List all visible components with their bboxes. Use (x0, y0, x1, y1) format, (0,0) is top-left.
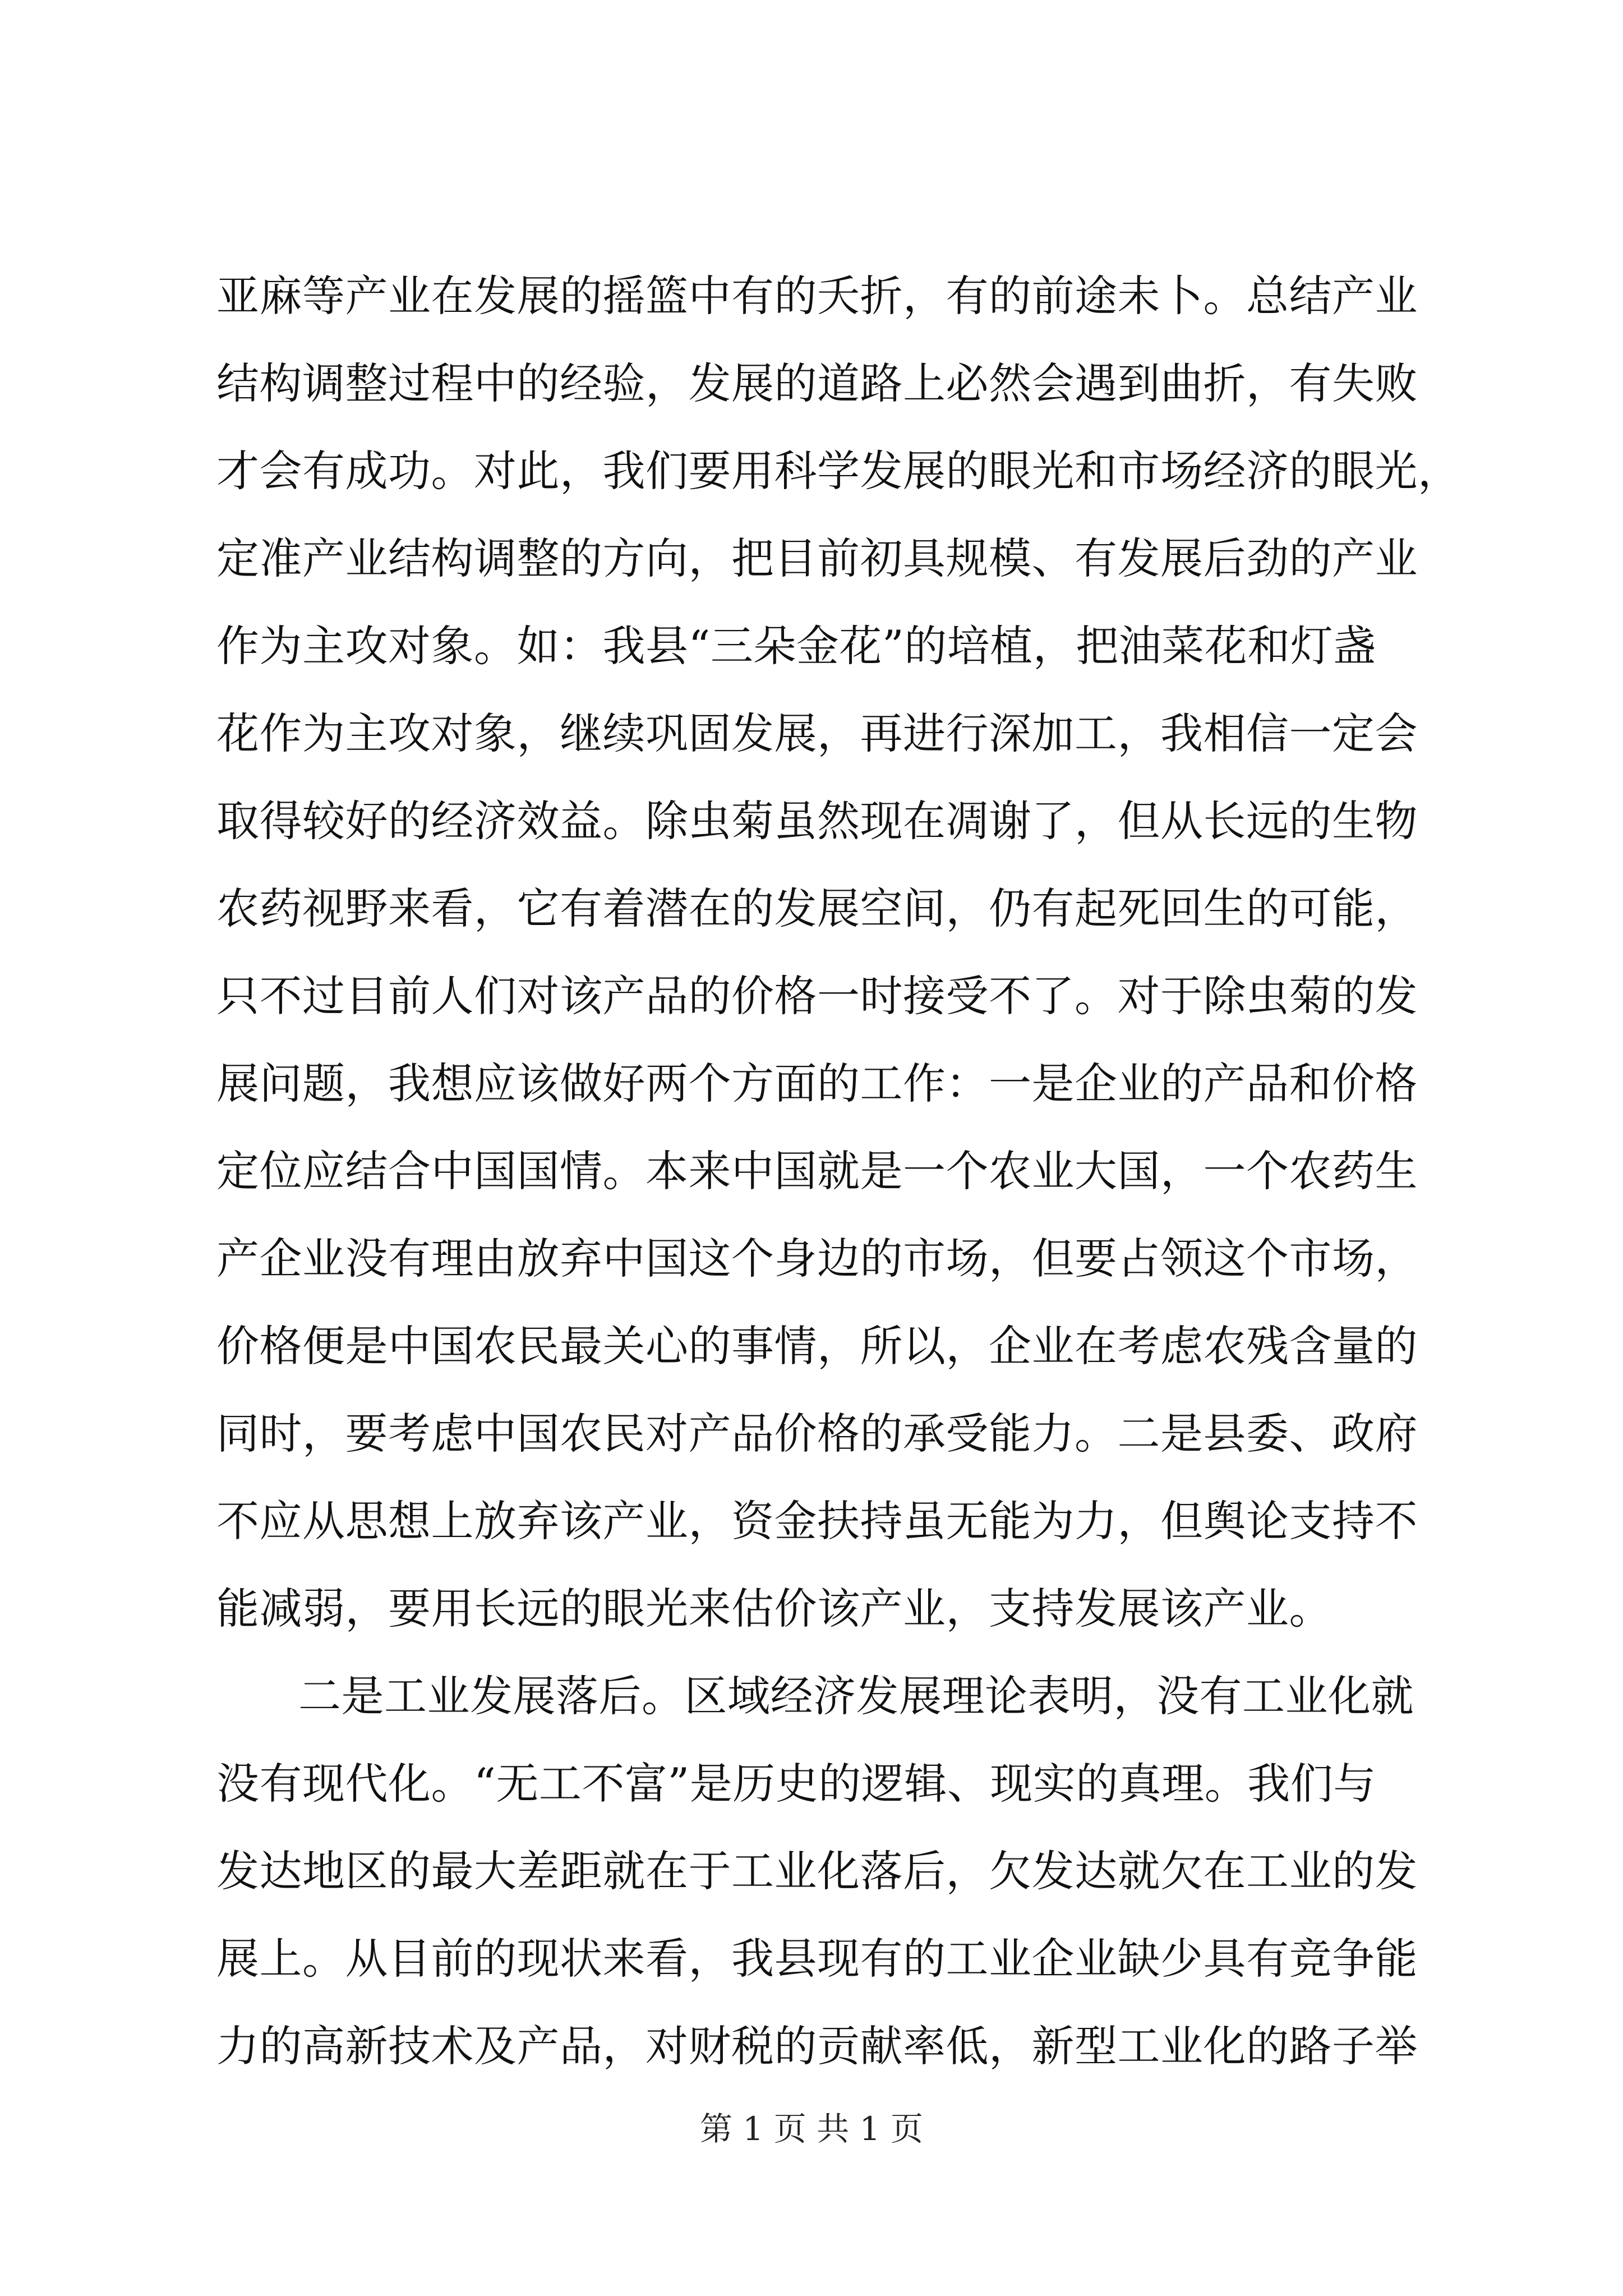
paragraph-first-line: 二是工业发展落后。区域经济发展理论表明，没有工业化就 (298, 1671, 1414, 1721)
text-line: 发达地区的最大差距就在于工业化落后，欠发达就欠在工业的发 (216, 1846, 1418, 1896)
text-line: 不应从思想上放弃该产业，资金扶持虽无能为力，但舆论支持不 (216, 1496, 1418, 1546)
page-footer: 第 1 页 共 1 页 (700, 2110, 923, 2148)
text-line: 作为主攻对象。如：我县“三朵金花”的培植，把油菜花和灯盏 (216, 621, 1376, 671)
text-line: 力的高新技术及产品，对财税的贡献率低，新型工业化的路子举 (216, 2021, 1418, 2071)
text-line: 定准产业结构调整的方向，把目前初具规模、有发展后劲的产业 (216, 533, 1418, 583)
text-line: 同时，要考虑中国农民对产品价格的承受能力。二是县委、政府 (216, 1409, 1418, 1458)
text-line: 能减弱，要用长远的眼光来估价该产业，支持发展该产业。 (216, 1584, 1332, 1634)
text-line: 花作为主攻对象，继续巩固发展，再进行深加工，我相信一定会 (216, 708, 1418, 758)
text-line: 价格便是中国农民最关心的事情，所以，企业在考虑农残含量的 (216, 1321, 1418, 1371)
text-line: 定位应结合中国国情。本来中国就是一个农业大国，一个农药生 (216, 1146, 1418, 1196)
text-line: 产企业没有理由放弃中国这个身边的市场，但要占领这个市场， (216, 1234, 1418, 1283)
text-line: 展上。从目前的现状来看，我县现有的工业企业缺少具有竞争能 (216, 1934, 1418, 1984)
text-line: 没有现代化。“无工不富”是历史的逻辑、现实的真理。我们与 (216, 1759, 1376, 1809)
text-line: 才会有成功。对此，我们要用科学发展的眼光和市场经济的眼光， (216, 446, 1461, 496)
text-line: 亚麻等产业在发展的摇篮中有的夭折，有的前途未卜。总结产业 (216, 271, 1418, 321)
text-line: 取得较好的经济效益。除虫菊虽然现在凋谢了，但从长远的生物 (216, 796, 1418, 846)
text-line: 只不过目前人们对该产品的价格一时接受不了。对于除虫菊的发 (216, 971, 1418, 1021)
text-line: 农药视野来看，它有着潜在的发展空间，仍有起死回生的可能， (216, 884, 1418, 933)
text-line: 结构调整过程中的经验，发展的道路上必然会遇到曲折，有失败 (216, 358, 1418, 408)
text-line: 展问题，我想应该做好两个方面的工作：一是企业的产品和价格 (216, 1059, 1418, 1108)
